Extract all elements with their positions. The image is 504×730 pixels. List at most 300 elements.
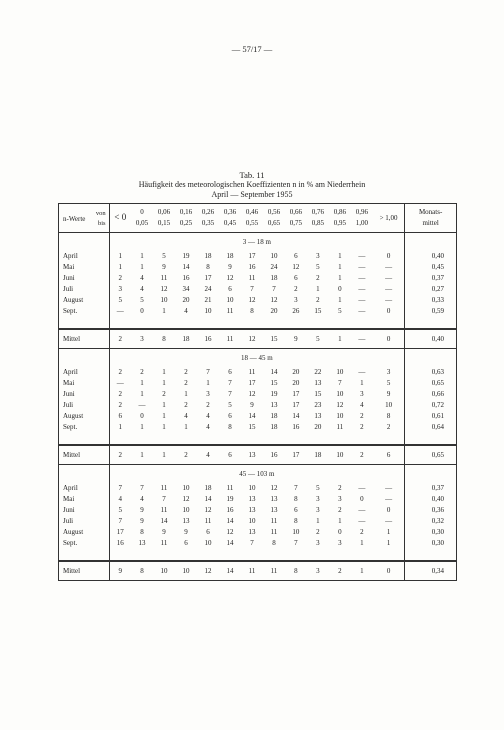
header-col: 0,06 0,15 (153, 204, 175, 233)
table-cell: 7 (162, 495, 166, 503)
table-cell: 10 (182, 484, 190, 492)
mittel-cell: 9 (109, 561, 131, 581)
table-cell: 11 (204, 517, 212, 525)
mittel-label: Mittel (59, 445, 110, 465)
mittel-label: Mittel (59, 561, 110, 581)
table-cell: 1 (338, 263, 342, 271)
table-row (59, 273, 457, 284)
table-cell: 1 (386, 528, 391, 536)
monthly-mean: 0,40 (405, 494, 457, 505)
table-cell: 11 (160, 274, 168, 282)
table-cell: 16 (116, 539, 124, 547)
table-cell: 1 (184, 423, 188, 431)
table-cell: — (385, 263, 393, 271)
table-cell: 16 (248, 263, 256, 271)
table-cell: 14 (226, 539, 234, 547)
section-label-spacer (59, 349, 110, 368)
table-cell: 18 (204, 252, 212, 260)
table-cell: 20 (292, 368, 300, 376)
table-row (59, 422, 457, 433)
table-cell: 1 (140, 390, 144, 398)
table-cell: 5 (118, 506, 123, 514)
section-title-row (59, 465, 457, 484)
mittel-cell: 8 (131, 561, 153, 581)
spacer-cell (59, 317, 110, 329)
mittel-cell: 9 (285, 329, 307, 349)
table-cell: 24 (204, 285, 212, 293)
row-label: August (59, 295, 110, 306)
table-cell: — (358, 484, 366, 492)
header-n-werte: n-Werte (63, 215, 86, 223)
table-cell: 4 (140, 274, 144, 282)
table-cell: 14 (182, 263, 190, 271)
table-cell: 20 (314, 423, 322, 431)
table-cell: 1 (140, 423, 144, 431)
table-cell: 7 (294, 484, 298, 492)
table-cell: 12 (270, 296, 278, 304)
row-label: Sept. (59, 422, 110, 433)
table-cell: 17 (248, 252, 256, 260)
table-cell: 6 (184, 539, 188, 547)
table-cell: 7 (118, 484, 123, 492)
table-cell: 11 (336, 423, 344, 431)
table-cell: 10 (248, 517, 256, 525)
table-cell: 0 (140, 412, 144, 420)
mittel-label: Mittel (59, 329, 110, 349)
table-cell: 11 (248, 368, 256, 376)
table-cell: 4 (184, 307, 188, 315)
table-cell: — (358, 285, 366, 293)
table-cell: 13 (314, 379, 322, 387)
table-cell: 0 (140, 307, 144, 315)
table-cell: 11 (226, 307, 234, 315)
table-cell: 3 (118, 285, 123, 293)
table-cell: — (358, 274, 366, 282)
table-cell: 5 (140, 296, 144, 304)
mittel-row (59, 445, 457, 465)
row-label: Mai (59, 262, 110, 273)
monthly-mean: 0,59 (405, 306, 457, 317)
table-cell: 6 (118, 412, 123, 420)
table-cell: 12 (248, 296, 256, 304)
table-cell: 12 (226, 528, 234, 536)
table-cell: 6 (228, 368, 232, 376)
table-cell: 5 (386, 379, 391, 387)
table-cell: 2 (338, 484, 342, 492)
mittel-cell: 3 (131, 329, 153, 349)
table-cell: 1 (162, 368, 166, 376)
table-cell: 13 (270, 506, 278, 514)
monthly-mean: 0,32 (405, 516, 457, 527)
row-label: Juli (59, 284, 110, 295)
table-cell: 3 (316, 539, 320, 547)
table-cell: 2 (118, 368, 123, 376)
table-cell: 10 (336, 412, 344, 420)
mittel-row (59, 329, 457, 349)
table-cell: 7 (338, 379, 342, 387)
table-cell: 7 (250, 285, 254, 293)
table-cell: 1 (316, 517, 320, 525)
mittel-cell: 11 (263, 561, 285, 581)
table-cell: 10 (248, 484, 256, 492)
table-cell: 4 (140, 285, 144, 293)
mittel-cell: 13 (241, 445, 263, 465)
header-col: 0,86 0,95 (329, 204, 351, 233)
table-row (59, 538, 457, 549)
table-row (59, 262, 457, 273)
mittel-cell: 1 (351, 561, 373, 581)
table-cell: 15 (314, 307, 322, 315)
mittel-cell: 0 (373, 561, 405, 581)
table-cell: 4 (184, 412, 188, 420)
table-cell: 1 (360, 539, 364, 547)
table-cell: 12 (226, 274, 234, 282)
table-cell: 1 (140, 263, 144, 271)
table-cell: 17 (116, 528, 124, 536)
monthly-mean: 0,37 (405, 273, 457, 284)
table-cell: 13 (270, 495, 278, 503)
mittel-cell: 6 (373, 445, 405, 465)
table-cell: 3 (338, 539, 342, 547)
mittel-cell: 10 (153, 561, 175, 581)
table-cell: — (358, 296, 366, 304)
table-cell: 7 (140, 484, 144, 492)
monthly-mean: 0,30 (405, 527, 457, 538)
table-cell: 17 (204, 274, 212, 282)
mittel-cell: 6 (219, 445, 241, 465)
table-cell: 15 (314, 390, 322, 398)
monthly-mean: 0,30 (405, 538, 457, 549)
table-cell: 26 (292, 307, 300, 315)
spacer-row (59, 549, 457, 561)
table-cell: 7 (250, 539, 254, 547)
table-cell: 7 (272, 285, 276, 293)
mittel-row (59, 561, 457, 581)
table-cell: 2 (360, 528, 364, 536)
table-cell: 9 (250, 401, 254, 409)
mittel-cell: 3 (307, 561, 329, 581)
table-cell: 1 (118, 252, 123, 260)
table-cell: — (358, 517, 366, 525)
row-label: Mai (59, 378, 110, 389)
table-row (59, 251, 457, 262)
section-title: 45 — 103 m (109, 465, 405, 484)
section-title: 18 — 45 m (109, 349, 405, 368)
table-cell: 20 (182, 296, 190, 304)
table-cell: 12 (182, 495, 190, 503)
header-lt-zero: < 0 (109, 204, 131, 233)
table-cell: 13 (182, 517, 190, 525)
caption-line-1: Häufigkeit des meteorologischen Koeffizienten n in % am Niederrhein (138, 180, 366, 189)
table-cell: — (385, 274, 393, 282)
table-cell: 6 (294, 252, 298, 260)
mittel-cell: 8 (153, 329, 175, 349)
mittel-cell: 12 (197, 561, 219, 581)
row-label: April (59, 367, 110, 378)
table-cell: — (358, 368, 366, 376)
table-cell: — (358, 252, 366, 260)
table-cell: — (358, 263, 366, 271)
table-cell: 21 (204, 296, 212, 304)
mittel-cell: 2 (109, 329, 131, 349)
mittel-cell: 1 (329, 329, 351, 349)
table-cell: — (385, 484, 393, 492)
table-cell: — (358, 307, 366, 315)
header-row (59, 204, 457, 233)
table-cell: 3 (316, 252, 320, 260)
table-cell: 10 (292, 528, 300, 536)
table-cell: — (358, 506, 366, 514)
table-row (59, 527, 457, 538)
table-cell: 18 (270, 274, 278, 282)
monthly-mean: 0,33 (405, 295, 457, 306)
table-cell: 3 (294, 296, 298, 304)
table-cell: 9 (162, 263, 166, 271)
table-cell: 20 (270, 307, 278, 315)
table-cell: 6 (294, 274, 298, 282)
table-cell: 7 (118, 517, 123, 525)
table-cell: 1 (338, 296, 342, 304)
table-cell: 3 (206, 390, 210, 398)
table-cell: 1 (184, 390, 188, 398)
table-cell: 16 (226, 506, 234, 514)
table-row (59, 483, 457, 494)
monthly-mean: 0,27 (405, 284, 457, 295)
table-cell: 0 (338, 285, 342, 293)
monthly-mean: 0,65 (405, 378, 457, 389)
table-cell: 5 (118, 296, 123, 304)
table-cell: 5 (316, 263, 320, 271)
header-col: 0,96 1,00 (351, 204, 373, 233)
table-cell: 14 (248, 412, 256, 420)
table-cell: 12 (270, 484, 278, 492)
table-cell: 8 (140, 528, 144, 536)
table-cell: 2 (316, 296, 320, 304)
table-cell: 22 (314, 368, 322, 376)
table-cell: 8 (206, 263, 210, 271)
mittel-cell: 1 (131, 445, 153, 465)
header-col: 0,46 0,55 (241, 204, 263, 233)
table-cell: 7 (228, 379, 232, 387)
table-cell: 4 (118, 495, 123, 503)
mittel-cell: 0 (373, 329, 405, 349)
table-cell: 16 (292, 423, 300, 431)
table-cell: 7 (228, 390, 232, 398)
header-von: von (95, 210, 106, 217)
table-cell: 1 (162, 401, 166, 409)
monthly-mean: 0,63 (405, 367, 457, 378)
table-cell: 1 (118, 263, 123, 271)
table-cell: 2 (118, 401, 123, 409)
table-cell: 19 (226, 495, 234, 503)
table-cell: 24 (270, 263, 278, 271)
table-cell: 9 (228, 263, 232, 271)
spacer-cell (59, 549, 110, 561)
monthly-mean: 0,37 (405, 483, 457, 494)
header-col: 0,26 0,35 (197, 204, 219, 233)
table-cell: 12 (160, 285, 168, 293)
table-cell: 6 (228, 285, 232, 293)
table-cell: 8 (228, 423, 232, 431)
mittel-cell: 4 (197, 445, 219, 465)
page-number: — 57/17 — (231, 44, 273, 54)
table-cell: 10 (160, 296, 168, 304)
mittel-cell: 16 (197, 329, 219, 349)
table-row (59, 306, 457, 317)
table-cell: 14 (160, 517, 168, 525)
table-cell: — (116, 307, 124, 315)
table-cell: 10 (204, 307, 212, 315)
mittel-cell: 2 (109, 445, 131, 465)
mittel-cell: 11 (241, 561, 263, 581)
table-cell: 6 (228, 412, 232, 420)
table-cell: 20 (292, 379, 300, 387)
header-col: 0,56 0,65 (263, 204, 285, 233)
table-cell: 3 (316, 506, 320, 514)
table-cell: 15 (248, 423, 256, 431)
row-label: Sept. (59, 306, 110, 317)
table-cell: 3 (316, 495, 320, 503)
header-col: 0 0,05 (131, 204, 153, 233)
table-cell: 13 (270, 401, 278, 409)
table-cell: 11 (270, 528, 278, 536)
header-corner (59, 204, 110, 233)
table-cell: 11 (160, 484, 168, 492)
table-cell: 2 (162, 390, 166, 398)
section-title-row (59, 349, 457, 368)
table-cell: 14 (204, 495, 212, 503)
table-cell: 2 (118, 390, 123, 398)
table-caption (0, 180, 504, 200)
table-cell: 5 (162, 252, 166, 260)
table-cell: 10 (270, 252, 278, 260)
monthly-mean: 0,36 (405, 505, 457, 516)
table-cell: 1 (386, 539, 391, 547)
table-cell: 8 (294, 517, 298, 525)
mittel-cell: 2 (351, 445, 373, 465)
table-cell: 10 (226, 296, 234, 304)
table-cell: 8 (294, 495, 298, 503)
table-cell: 6 (206, 528, 210, 536)
table-cell: 13 (248, 506, 256, 514)
table-cell: 15 (270, 379, 278, 387)
mittel-cell: 11 (219, 329, 241, 349)
table-cell: 23 (314, 401, 322, 409)
monthly-mean: 0,61 (405, 411, 457, 422)
table-cell: — (385, 517, 393, 525)
table-row (59, 295, 457, 306)
table-row (59, 400, 457, 411)
table-cell: 13 (248, 495, 256, 503)
spacer-cell (109, 433, 405, 445)
table-cell: 9 (162, 528, 166, 536)
table-cell: 0 (386, 506, 391, 514)
mittel-cell: 12 (241, 329, 263, 349)
row-label: Juni (59, 389, 110, 400)
section-mean-spacer (405, 465, 457, 484)
table-row (59, 367, 457, 378)
table-cell: 1 (206, 379, 210, 387)
table-cell: 18 (204, 484, 212, 492)
header-col: 0,76 0,85 (307, 204, 329, 233)
row-label: Juli (59, 516, 110, 527)
table-row (59, 505, 457, 516)
table-cell: 6 (294, 506, 298, 514)
table-cell: 2 (316, 528, 320, 536)
table-cell: 2 (118, 274, 123, 282)
table-cell: 18 (270, 412, 278, 420)
table-cell: 1 (338, 252, 342, 260)
row-label: Mai (59, 494, 110, 505)
table-cell: 7 (206, 368, 210, 376)
monthly-mean: 0,66 (405, 389, 457, 400)
table-cell: 1 (140, 252, 144, 260)
table-cell: 0 (386, 307, 391, 315)
table-cell: 2 (386, 423, 391, 431)
table-number: Tab. 11 (239, 170, 265, 180)
table-cell: 1 (316, 285, 320, 293)
row-label: Juli (59, 400, 110, 411)
table-cell: 10 (385, 401, 393, 409)
mittel-cell: 16 (263, 445, 285, 465)
spacer-cell (109, 549, 405, 561)
mittel-cell: 2 (329, 561, 351, 581)
table-cell: 18 (226, 252, 234, 260)
header-monatsmittel: Monats- mittel (405, 204, 457, 233)
spacer-cell (405, 433, 457, 445)
table-row (59, 494, 457, 505)
table-cell: 11 (160, 506, 168, 514)
table-cell: 1 (162, 379, 166, 387)
table-row (59, 389, 457, 400)
table-cell: 5 (316, 484, 320, 492)
section-mean-spacer (405, 349, 457, 368)
section-title: 3 — 18 m (109, 233, 405, 252)
row-label: April (59, 483, 110, 494)
header-gt-one: > 1,00 (373, 204, 405, 233)
table-cell: 13 (138, 539, 146, 547)
table-cell: 17 (292, 401, 300, 409)
header-col: 0,66 0,75 (285, 204, 307, 233)
table-cell: 2 (338, 506, 342, 514)
table-cell: 12 (292, 263, 300, 271)
table-cell: 11 (270, 517, 278, 525)
table-cell: 5 (338, 307, 342, 315)
table-cell: 4 (140, 495, 144, 503)
table-cell: 19 (270, 390, 278, 398)
table-cell: 4 (360, 401, 364, 409)
mittel-cell: 5 (307, 329, 329, 349)
row-label: August (59, 411, 110, 422)
table-cell: 10 (336, 368, 344, 376)
mittel-cell: 14 (219, 561, 241, 581)
spacer-cell (405, 549, 457, 561)
table-cell: 12 (248, 390, 256, 398)
table-cell: 1 (140, 379, 144, 387)
table-cell: 1 (360, 379, 364, 387)
table-cell: 9 (386, 390, 391, 398)
table-cell: 14 (226, 517, 234, 525)
table-cell: 4 (206, 412, 210, 420)
mittel-mean: 0,65 (405, 445, 457, 465)
table-row (59, 516, 457, 527)
table-cell: 1 (162, 423, 166, 431)
row-label: Juni (59, 273, 110, 284)
section-label-spacer (59, 233, 110, 252)
table-cell: 12 (204, 506, 212, 514)
mittel-mean: 0,40 (405, 329, 457, 349)
table-cell: 17 (292, 390, 300, 398)
